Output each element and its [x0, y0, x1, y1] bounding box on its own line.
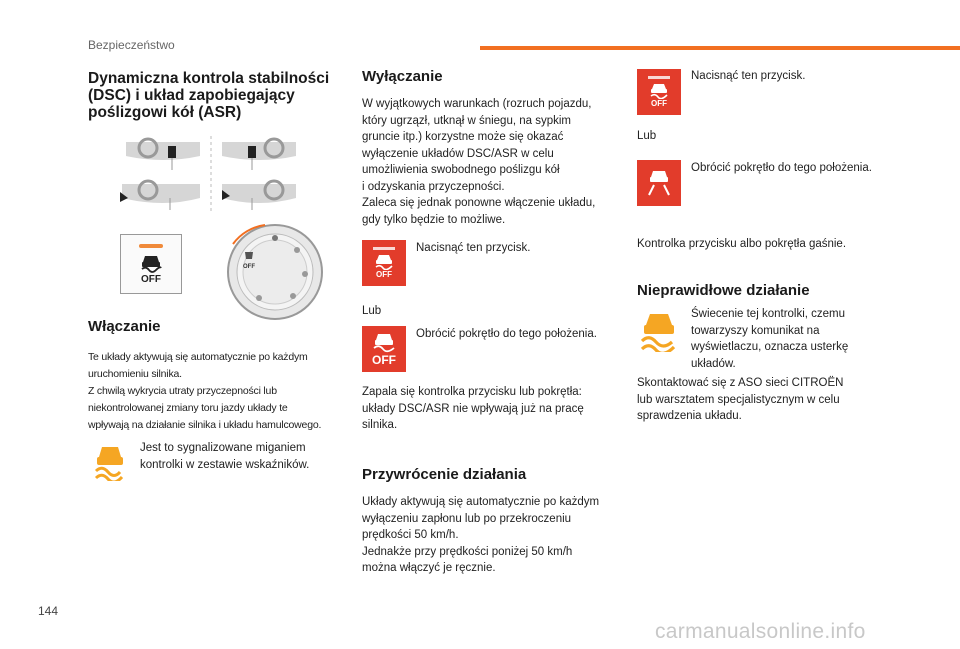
page-title-line: poślizgowi kół (ASR)	[88, 104, 242, 121]
dsc-off-button-icon	[362, 240, 406, 286]
paragraph-switching-on	[88, 349, 321, 434]
dsc-warning-lamp-icon	[94, 445, 126, 481]
result-paragraph	[362, 384, 584, 434]
rhd-dashboard-icon	[222, 139, 296, 170]
traction-mode-dial-illustration	[225, 222, 325, 322]
text-line: wyświetlaczu, oznacza usterkę	[691, 341, 849, 353]
text-line: umożliwienia swobodnego poślizgu kół	[362, 164, 560, 176]
traction-normal-dial-icon	[637, 160, 681, 206]
button-indicator-lamp	[139, 244, 163, 248]
header-accent-bar	[480, 46, 960, 50]
dial-off-label: OFF	[243, 264, 255, 270]
watermark: carmanualsonline.info	[655, 620, 866, 643]
text-line: gdy tylko będzie to możliwe.	[362, 213, 506, 226]
heading-malfunction: Nieprawidłowe działanie	[637, 282, 810, 299]
page-number: 144	[38, 604, 59, 618]
text-line: wpływają na działanie silnika i układu hamulcowego.	[88, 419, 322, 431]
text-line: można włączyć je ręcznie.	[362, 562, 496, 574]
or-text: Lub	[637, 130, 657, 142]
icon-off-label: OFF	[372, 352, 396, 367]
text-line: Z chwilą wykrycia utraty przyczepności lub	[88, 385, 277, 397]
text-line: gruncie itp.) korzystne może się okazać	[362, 131, 564, 143]
turn-dial-text: Obrócić pokrętło do tego położenia.	[416, 328, 597, 340]
heading-switching-on: Włączanie	[88, 318, 161, 335]
dashboard-location-illustration	[118, 132, 304, 214]
text-line: prędkości 50 km/h.	[362, 529, 459, 541]
dsc-off-button-illustration	[120, 234, 182, 294]
text-line: uruchomieniu silnika.	[88, 368, 182, 380]
text-line: układy DSC/ASR nie wpływają już na pracę	[362, 402, 584, 415]
button-off-label: OFF	[141, 273, 161, 285]
press-button-text: Nacisnąć ten przycisk.	[691, 70, 806, 82]
press-button-text: Nacisnąć ten przycisk.	[416, 242, 531, 254]
text-line: Jest to sygnalizowane miganiem	[140, 442, 306, 454]
text-line: który ugrzązł, utknął w śniegu, na sypkim	[362, 114, 572, 127]
turn-dial-text: Obrócić pokrętło do tego położenia.	[691, 162, 872, 174]
skidding-car-icon	[140, 254, 162, 274]
contact-paragraph	[637, 375, 843, 425]
lhd-dashboard-icon	[126, 139, 200, 170]
text-line: Zapala się kontrolka przycisku lub pokrętła:	[362, 386, 582, 398]
paragraph-switching-off	[362, 96, 595, 228]
heading-switching-off: Wyłączanie	[362, 68, 443, 85]
text-line: Te układy aktywują się automatycznie po każdym	[88, 351, 308, 363]
page-title-line: Dynamiczna kontrola stabilności	[88, 70, 330, 87]
text-line: Jednakże przy prędkości poniżej 50 km/h	[362, 545, 573, 558]
text-line: Skontaktować się z ASO sieci CITROËN	[637, 377, 844, 389]
text-line: silnika.	[362, 419, 398, 431]
text-line: lub warsztatem specjalistycznym w celu	[637, 393, 840, 406]
dsc-off-dial-icon	[362, 326, 406, 372]
text-line: towarzyszy komunikat na	[691, 324, 820, 337]
icon-off-label: OFF	[651, 99, 667, 108]
text-line: Układy aktywują się automatycznie po każdym	[362, 496, 600, 508]
icon-off-label: OFF	[376, 270, 392, 279]
indicator-note	[140, 440, 309, 473]
lhd-console-icon	[120, 181, 200, 210]
lamp-off-text: Kontrolka przycisku albo pokrętła gaśnie.	[637, 238, 847, 250]
text-line: Zaleca się jednak ponowne włączenie układu,	[362, 197, 596, 209]
dsc-malfunction-lamp-icon	[640, 312, 678, 352]
malfunction-paragraph	[691, 306, 848, 372]
text-line: wyłączenie układów DSC/ASR w celu	[362, 147, 554, 160]
text-line: Świecenie tej kontrolki, czemu	[691, 308, 846, 320]
text-line: i odzyskania przyczepności.	[362, 180, 505, 193]
text-line: sprawdzenia układu.	[637, 410, 742, 422]
text-line: niekontrolowanej zmiany toru jazdy układy te	[88, 402, 288, 414]
rhd-console-icon	[222, 181, 296, 210]
page-title-line: (DSC) i układ zapobiegający	[88, 87, 295, 104]
or-text: Lub	[362, 305, 382, 317]
paragraph-restore	[362, 494, 599, 577]
text-line: układów.	[691, 357, 736, 370]
page-title	[88, 70, 329, 121]
section-label: Bezpieczeństwo	[88, 38, 175, 52]
text-line: kontrolki w zestawie wskaźników.	[140, 458, 310, 471]
text-line: W wyjątkowych warunkach (rozruch pojazdu,	[362, 98, 592, 110]
dsc-off-button-icon-restore	[637, 69, 681, 115]
text-line: wyłączeniu zapłonu lub po przekroczeniu	[362, 512, 572, 525]
heading-restore: Przywrócenie działania	[362, 466, 527, 483]
